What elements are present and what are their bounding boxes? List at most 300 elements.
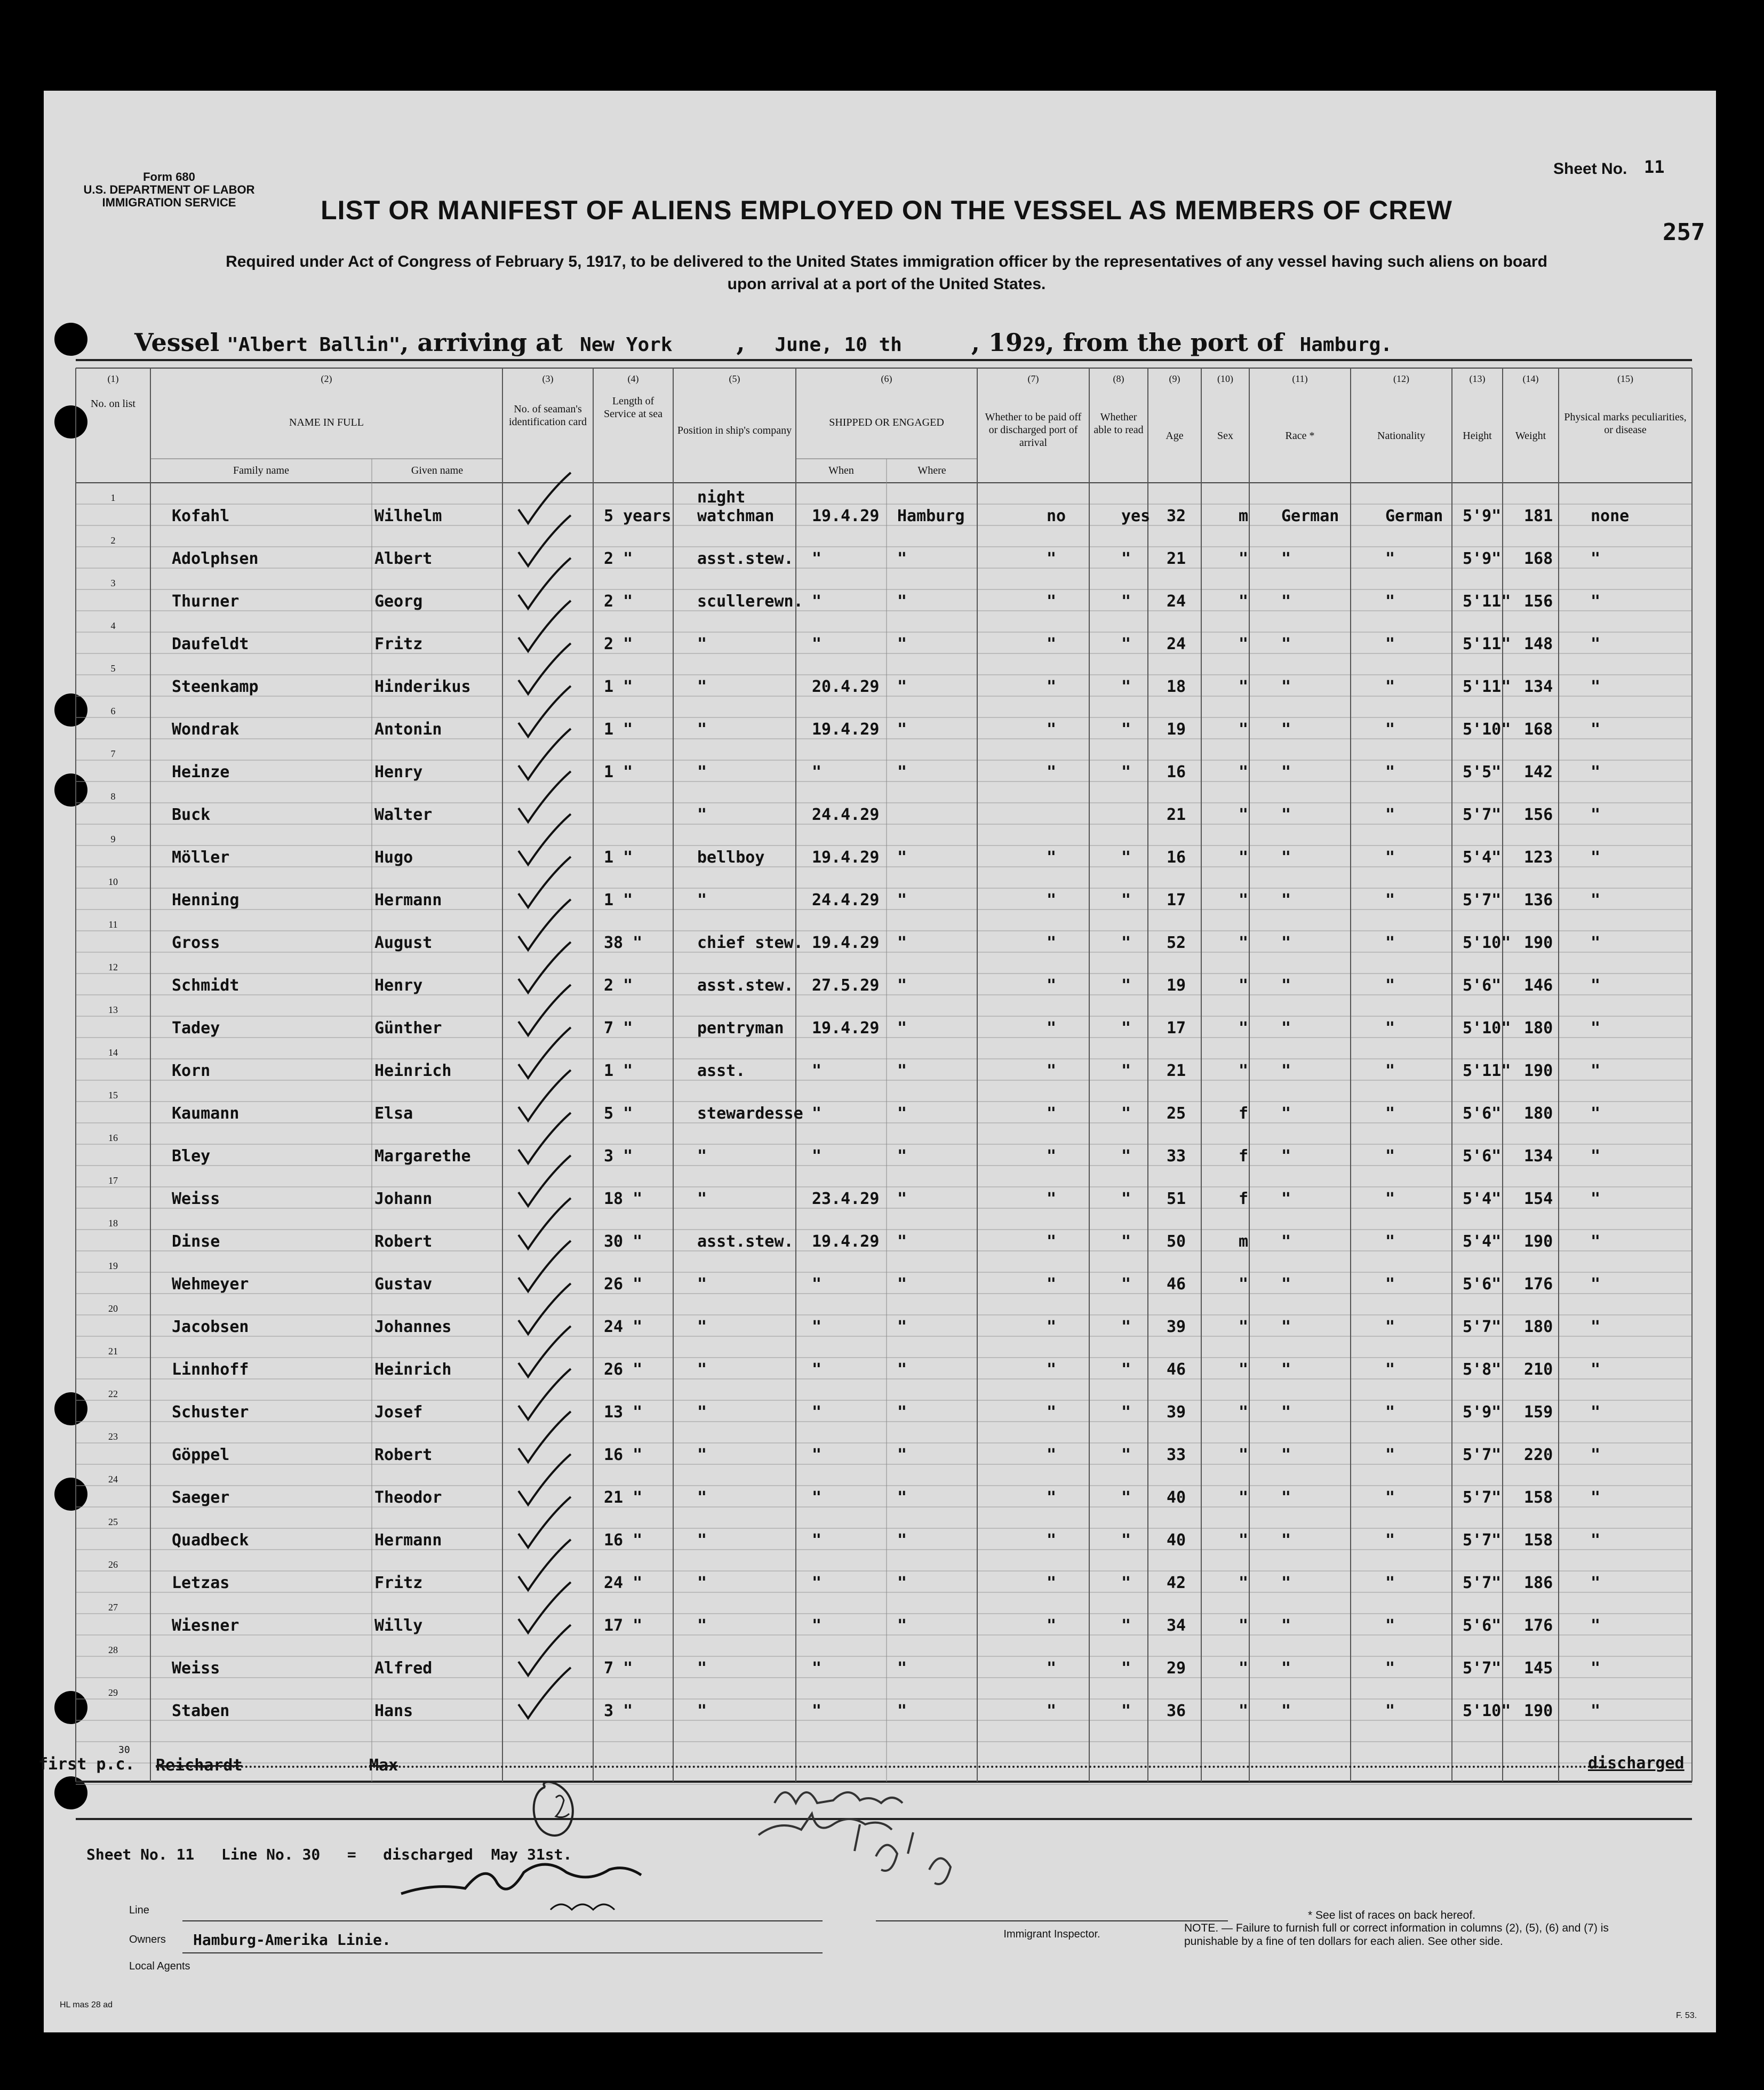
check-mark-icon xyxy=(518,1241,571,1291)
check-mark-icon xyxy=(518,985,571,1035)
physical-marks: " xyxy=(1591,805,1601,824)
paid-off: " xyxy=(1047,934,1057,952)
length-of-service: 3 " xyxy=(604,1702,633,1720)
shipped-where: " xyxy=(897,1019,907,1038)
height: 5'7" xyxy=(1463,1318,1502,1336)
row-number: 24 xyxy=(108,1474,118,1485)
given-name: Johann xyxy=(374,1190,433,1208)
discharge-note: Sheet No. 11 Line No. 30 = discharged May 31st. xyxy=(86,1846,572,1863)
shipped-when: 23.4.29 xyxy=(812,1190,880,1208)
race: " xyxy=(1281,1616,1291,1635)
given-name: Hermann xyxy=(374,891,442,910)
family-name: Heinze xyxy=(172,763,230,781)
sex: m xyxy=(1239,507,1249,525)
able-to-read: " xyxy=(1121,549,1131,568)
paid-off: " xyxy=(1047,1232,1057,1251)
shipped-when: 20.4.29 xyxy=(812,677,880,696)
shipped-when: " xyxy=(812,1104,822,1123)
height: 5'10" xyxy=(1463,934,1511,952)
weight: 190 xyxy=(1524,934,1553,952)
weight: 190 xyxy=(1524,1062,1553,1080)
row-number: 11 xyxy=(108,919,118,930)
arriving-label: , arriving at xyxy=(400,328,563,357)
shipped-when: 24.4.29 xyxy=(812,891,880,910)
physical-marks: " xyxy=(1591,891,1601,910)
given-name: Hans xyxy=(374,1702,413,1720)
age: 34 xyxy=(1167,1616,1186,1635)
check-mark-icon xyxy=(518,1582,571,1633)
physical-marks: " xyxy=(1591,848,1601,867)
manifest-sheet xyxy=(38,91,1716,2032)
row-number: 25 xyxy=(108,1517,118,1527)
check-mark-icon xyxy=(518,1027,571,1078)
column-header-c13: Height xyxy=(1463,430,1492,442)
sex: f xyxy=(1239,1147,1249,1166)
paid-off: " xyxy=(1047,1488,1057,1507)
nationality: " xyxy=(1385,1446,1395,1464)
shipped-where: " xyxy=(897,891,907,910)
weight: 146 xyxy=(1524,976,1553,995)
height: 5'4" xyxy=(1463,1232,1502,1251)
length-of-service: 38 " xyxy=(604,934,643,952)
given-name: Hugo xyxy=(374,848,413,867)
year-prefix: , 19 xyxy=(971,328,1023,357)
family-name: Dinse xyxy=(172,1232,220,1251)
height: 5'9" xyxy=(1463,549,1502,568)
check-mark-icon xyxy=(518,515,571,566)
length-of-service: 5 years xyxy=(604,507,672,525)
position: " xyxy=(697,1488,707,1507)
position: night xyxy=(697,488,746,507)
sex: " xyxy=(1239,1616,1249,1635)
check-mark-icon xyxy=(518,899,571,950)
length-of-service: 13 " xyxy=(604,1403,643,1422)
length-of-service: 16 " xyxy=(604,1531,643,1550)
check-mark-icon xyxy=(518,558,571,609)
able-to-read: " xyxy=(1121,934,1131,952)
race: " xyxy=(1281,592,1291,611)
family-name: Wehmeyer xyxy=(172,1275,249,1294)
race: " xyxy=(1281,1659,1291,1678)
form-number: Form 680 xyxy=(143,170,195,184)
sex: " xyxy=(1239,976,1249,995)
weight: 180 xyxy=(1524,1019,1553,1038)
height: 5'9" xyxy=(1463,1403,1502,1422)
shipped-where: " xyxy=(897,1446,907,1464)
race: " xyxy=(1281,1488,1291,1507)
age: 21 xyxy=(1167,1062,1186,1080)
nationality: " xyxy=(1385,1702,1395,1720)
column-header-where: Where xyxy=(917,465,946,476)
length-of-service: 16 " xyxy=(604,1446,643,1464)
paid-off: " xyxy=(1047,677,1057,696)
length-of-service: 1 " xyxy=(604,1062,633,1080)
length-of-service: 1 " xyxy=(604,848,633,867)
row30-marks: discharged xyxy=(1588,1754,1685,1773)
age: 33 xyxy=(1167,1147,1186,1166)
family-name: Wondrak xyxy=(172,720,240,739)
family-name: Kofahl xyxy=(172,507,230,525)
weight: 168 xyxy=(1524,549,1553,568)
owners-label: Owners xyxy=(129,1934,166,1945)
row30-family-name: Reichardt xyxy=(156,1756,243,1775)
subtitle-line-1: Required under Act of Congress of February 5, 1917, to be delivered to the United States immigration officer by the representatives of any vessel having such aliens on board xyxy=(226,253,1547,270)
position: " xyxy=(697,1659,707,1678)
shipped-when: 19.4.29 xyxy=(812,1232,880,1251)
shipped-where: " xyxy=(897,1275,907,1294)
column-number: (8) xyxy=(1113,373,1124,384)
shipped-where: " xyxy=(897,677,907,696)
column-number: (7) xyxy=(1027,373,1039,384)
race: " xyxy=(1281,891,1291,910)
shipped-when: " xyxy=(812,592,822,611)
sex: " xyxy=(1239,549,1249,568)
agents-underline xyxy=(182,1952,823,1953)
position: " xyxy=(697,720,707,739)
row-number: 21 xyxy=(108,1346,118,1357)
given-name: Günther xyxy=(374,1019,442,1038)
family-name: Steenkamp xyxy=(172,677,259,696)
row-number: 23 xyxy=(108,1431,118,1442)
position: " xyxy=(697,763,707,781)
length-of-service: 17 " xyxy=(604,1616,643,1635)
length-of-service: 24 " xyxy=(604,1318,643,1336)
able-to-read: " xyxy=(1121,1318,1131,1336)
able-to-read: " xyxy=(1121,1104,1131,1123)
able-to-read: " xyxy=(1121,1190,1131,1208)
age: 32 xyxy=(1167,507,1186,525)
height: 5'10" xyxy=(1463,1019,1511,1038)
shipped-when: " xyxy=(812,1403,822,1422)
arrival-year: 29 xyxy=(1022,334,1046,356)
row-number: 17 xyxy=(108,1175,118,1186)
column-header-c1: No. on list xyxy=(91,398,135,410)
nationality: " xyxy=(1385,1659,1395,1678)
sex: " xyxy=(1239,1062,1249,1080)
nationality: " xyxy=(1385,805,1395,824)
shipped-when: " xyxy=(812,1488,822,1507)
family-name: Weiss xyxy=(172,1190,220,1208)
physical-marks: " xyxy=(1591,1574,1601,1592)
shipped-where: " xyxy=(897,1062,907,1080)
paid-off: " xyxy=(1047,1019,1057,1038)
height: 5'11" xyxy=(1463,635,1511,653)
row-number: 22 xyxy=(108,1389,118,1399)
weight: 168 xyxy=(1524,720,1553,739)
column-number: (2) xyxy=(321,373,332,384)
row-number: 27 xyxy=(108,1602,118,1613)
weight: 180 xyxy=(1524,1318,1553,1336)
check-mark-icon xyxy=(518,729,571,779)
given-name: August xyxy=(374,934,433,952)
column-header-c7: Whether to be paid off or discharged port of arrival xyxy=(985,411,1082,449)
nationality: " xyxy=(1385,1190,1395,1208)
family-name: Bley xyxy=(172,1147,211,1166)
sex: " xyxy=(1239,1019,1249,1038)
given-name: Wilhelm xyxy=(374,507,442,525)
weight: 154 xyxy=(1524,1190,1553,1208)
inspector-label: Immigrant Inspector. xyxy=(1003,1928,1100,1940)
nationality: " xyxy=(1385,1616,1395,1635)
paid-off: " xyxy=(1047,1574,1057,1592)
family-name: Kaumann xyxy=(172,1104,240,1123)
check-mark-icon xyxy=(518,1497,571,1547)
paid-off: " xyxy=(1047,1659,1057,1678)
paid-off: " xyxy=(1047,1616,1057,1635)
shipped-where: " xyxy=(897,1190,907,1208)
physical-marks: " xyxy=(1591,1104,1601,1123)
column-number: (6) xyxy=(881,373,892,384)
length-of-service: 1 " xyxy=(604,763,633,781)
family-name: Jacobsen xyxy=(172,1318,249,1336)
physical-marks: " xyxy=(1591,549,1601,568)
shipped-where: " xyxy=(897,1616,907,1635)
height: 5'6" xyxy=(1463,1104,1502,1123)
sex: " xyxy=(1239,1275,1249,1294)
paid-off: " xyxy=(1047,1403,1057,1422)
sex: " xyxy=(1239,763,1249,781)
height: 5'7" xyxy=(1463,1488,1502,1507)
family-name: Tadey xyxy=(172,1019,220,1038)
age: 52 xyxy=(1167,934,1186,952)
weight: 210 xyxy=(1524,1360,1553,1379)
position: " xyxy=(697,1318,707,1336)
column-header-c9: Age xyxy=(1166,430,1184,442)
nationality: German xyxy=(1385,507,1443,525)
paid-off: " xyxy=(1047,1275,1057,1294)
paid-off: " xyxy=(1047,1702,1057,1720)
age: 40 xyxy=(1167,1488,1186,1507)
paid-off: " xyxy=(1047,1531,1057,1550)
row-number: 13 xyxy=(108,1004,118,1015)
race: " xyxy=(1281,635,1291,653)
given-name: Fritz xyxy=(374,635,423,653)
height: 5'7" xyxy=(1463,805,1502,824)
sex: " xyxy=(1239,1403,1249,1422)
row-number: 4 xyxy=(110,620,116,631)
arrival-port: New York xyxy=(580,334,673,356)
position: bellboy xyxy=(697,848,765,867)
physical-marks: " xyxy=(1591,934,1601,952)
length-of-service: 26 " xyxy=(604,1360,643,1379)
sex: " xyxy=(1239,1659,1249,1678)
corner-code: HL mas 28 ad xyxy=(60,2000,113,2009)
family-name: Schmidt xyxy=(172,976,240,995)
race: " xyxy=(1281,1403,1291,1422)
shipped-where: " xyxy=(897,848,907,867)
sex: " xyxy=(1239,1531,1249,1550)
column-header-family-name: Family name xyxy=(233,465,289,476)
row-number: 16 xyxy=(108,1132,118,1143)
column-number: (13) xyxy=(1469,373,1486,384)
age: 51 xyxy=(1167,1190,1186,1208)
family-name: Letzas xyxy=(172,1574,230,1592)
column-number: (5) xyxy=(729,373,740,384)
shipped-where: " xyxy=(897,1574,907,1592)
position: " xyxy=(697,805,707,824)
shipped-when: " xyxy=(812,1574,822,1592)
paid-off: " xyxy=(1047,592,1057,611)
check-mark-icon xyxy=(518,1411,571,1462)
row-number: 10 xyxy=(108,876,118,887)
height: 5'5" xyxy=(1463,763,1502,781)
shipped-when: 24.4.29 xyxy=(812,805,880,824)
able-to-read: " xyxy=(1121,1360,1131,1379)
shipped-where: " xyxy=(897,1488,907,1507)
shipped-when: " xyxy=(812,1659,822,1678)
family-name: Saeger xyxy=(172,1488,230,1507)
height: 5'4" xyxy=(1463,848,1502,867)
height: 5'11" xyxy=(1463,592,1511,611)
check-mark-icon xyxy=(518,643,571,694)
check-mark-icon xyxy=(518,1113,571,1163)
check-mark-icon xyxy=(518,473,571,523)
weight: 220 xyxy=(1524,1446,1553,1464)
nationality: " xyxy=(1385,1232,1395,1251)
weight: 134 xyxy=(1524,677,1553,696)
stamp-number: 257 xyxy=(1663,219,1705,246)
physical-marks: none xyxy=(1591,507,1630,525)
nationality: " xyxy=(1385,1147,1395,1166)
column-number: (11) xyxy=(1292,373,1308,384)
race: " xyxy=(1281,1062,1291,1080)
sex: f xyxy=(1239,1104,1249,1123)
family-name: Korn xyxy=(172,1062,211,1080)
nationality: " xyxy=(1385,1104,1395,1123)
age: 18 xyxy=(1167,677,1186,696)
given-name: Georg xyxy=(374,592,423,611)
check-mark-icon xyxy=(518,1283,571,1334)
shipped-where: " xyxy=(897,1104,907,1123)
physical-marks: " xyxy=(1591,1403,1601,1422)
able-to-read: " xyxy=(1121,1574,1131,1592)
physical-marks: " xyxy=(1591,1190,1601,1208)
able-to-read: " xyxy=(1121,1019,1131,1038)
age: 33 xyxy=(1167,1446,1186,1464)
family-name: Linnhoff xyxy=(172,1360,249,1379)
shipped-when: 19.4.29 xyxy=(812,720,880,739)
length-of-service: 7 " xyxy=(604,1019,633,1038)
paid-off: " xyxy=(1047,848,1057,867)
row-number: 14 xyxy=(108,1047,118,1058)
physical-marks: " xyxy=(1591,1275,1601,1294)
owners-value: Hamburg-Amerika Linie. xyxy=(193,1931,391,1949)
age: 21 xyxy=(1167,805,1186,824)
position: " xyxy=(697,891,707,910)
length-of-service: 18 " xyxy=(604,1190,643,1208)
physical-marks: " xyxy=(1591,720,1601,739)
shipped-where: " xyxy=(897,1360,907,1379)
shipped-when: 19.4.29 xyxy=(812,1019,880,1038)
sheet-number-label: Sheet No. xyxy=(1553,160,1627,178)
length-of-service: 2 " xyxy=(604,635,633,653)
check-mark-icon xyxy=(518,1198,571,1249)
page-code: F. 53. xyxy=(1676,2011,1697,2020)
able-to-read: " xyxy=(1121,635,1131,653)
physical-marks: " xyxy=(1591,1019,1601,1038)
sex: " xyxy=(1239,1702,1249,1720)
row-number: 8 xyxy=(110,791,116,802)
physical-marks: " xyxy=(1591,1318,1601,1336)
check-mark-icon xyxy=(518,1326,571,1377)
race: German xyxy=(1281,507,1339,525)
shipped-where: " xyxy=(897,1702,907,1720)
row-number: 6 xyxy=(110,706,116,716)
nationality: " xyxy=(1385,1488,1395,1507)
race: " xyxy=(1281,763,1291,781)
paid-off: " xyxy=(1047,763,1057,781)
row-number: 18 xyxy=(108,1218,118,1229)
sex: " xyxy=(1239,1574,1249,1592)
age: 19 xyxy=(1167,976,1186,995)
position: " xyxy=(697,1403,707,1422)
physical-marks: " xyxy=(1591,1488,1601,1507)
position: asst.stew. xyxy=(697,1232,794,1251)
position: " xyxy=(697,1574,707,1592)
shipped-when: 27.5.29 xyxy=(812,976,880,995)
paid-off: " xyxy=(1047,891,1057,910)
height: 5'9" xyxy=(1463,507,1502,525)
row-number: 26 xyxy=(108,1559,118,1570)
owners-underline xyxy=(182,1920,823,1921)
length-of-service: 24 " xyxy=(604,1574,643,1592)
weight: 134 xyxy=(1524,1147,1553,1166)
nationality: " xyxy=(1385,677,1395,696)
able-to-read: " xyxy=(1121,1275,1131,1294)
family-name: Wiesner xyxy=(172,1616,240,1635)
age: 39 xyxy=(1167,1403,1186,1422)
able-to-read: " xyxy=(1121,891,1131,910)
race: " xyxy=(1281,1019,1291,1038)
nationality: " xyxy=(1385,1062,1395,1080)
sex: " xyxy=(1239,934,1249,952)
position: " xyxy=(697,635,707,653)
age: 42 xyxy=(1167,1574,1186,1592)
physical-marks: " xyxy=(1591,763,1601,781)
family-name: Henning xyxy=(172,891,240,910)
column-header-c5: Position in ship's company xyxy=(677,425,792,436)
position: " xyxy=(697,1190,707,1208)
physical-marks: " xyxy=(1591,1659,1601,1678)
race: " xyxy=(1281,677,1291,696)
column-header-c3: No. of seaman's identification card xyxy=(508,403,587,428)
position: pentryman xyxy=(697,1019,784,1038)
nationality: " xyxy=(1385,635,1395,653)
height: 5'8" xyxy=(1463,1360,1502,1379)
nationality: " xyxy=(1385,1574,1395,1592)
family-name: Göppel xyxy=(172,1446,230,1464)
vessel-line: Vessel "Albert Ballin", arriving at New York , June, 10 th , 1929, from the port of Hamburg. xyxy=(134,328,1392,357)
position: " xyxy=(697,1360,707,1379)
nationality: " xyxy=(1385,1531,1395,1550)
height: 5'6" xyxy=(1463,1275,1502,1294)
length-of-service: 2 " xyxy=(604,976,633,995)
physical-marks: " xyxy=(1591,1062,1601,1080)
able-to-read: " xyxy=(1121,848,1131,867)
given-name: Margarethe xyxy=(374,1147,471,1166)
paid-off: no xyxy=(1047,507,1066,525)
race: " xyxy=(1281,1318,1291,1336)
height: 5'7" xyxy=(1463,1531,1502,1550)
weight: 158 xyxy=(1524,1488,1553,1507)
column-number: (3) xyxy=(542,373,554,384)
race: " xyxy=(1281,1190,1291,1208)
sex: f xyxy=(1239,1190,1249,1208)
paid-off: " xyxy=(1047,1360,1057,1379)
length-of-service: 30 " xyxy=(604,1232,643,1251)
family-name: Daufeldt xyxy=(172,635,249,653)
weight: 180 xyxy=(1524,1104,1553,1123)
